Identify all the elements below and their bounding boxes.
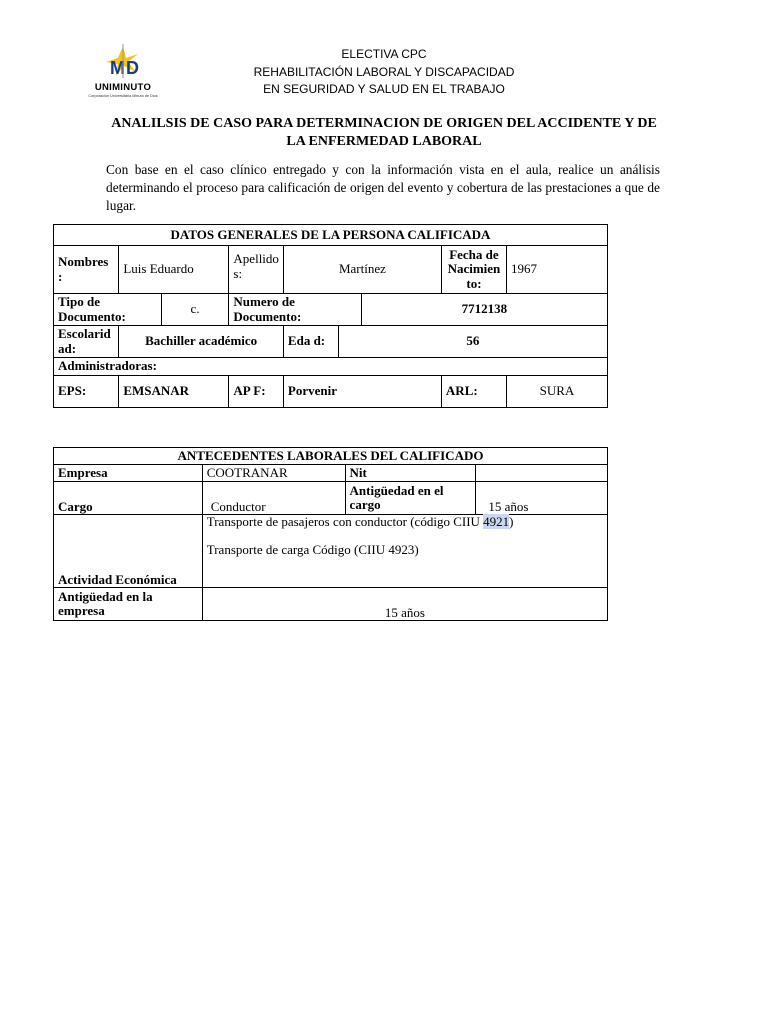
logo-tagline: Corporación Universitaria Minuto de Dios: [88, 94, 158, 98]
escolaridad-label: Escolarid ad:: [54, 326, 119, 358]
apellidos-value: Martínez: [283, 246, 441, 294]
course-header: [0, 46, 768, 99]
numero-documento-value: 7712138: [361, 294, 607, 326]
arl-value: SURA: [506, 376, 607, 408]
antiguedad-cargo-label: Antigüedad en el cargo: [345, 482, 476, 515]
fecha-value: 1967: [506, 246, 607, 294]
actividad-value: [202, 515, 607, 588]
actividad-line-1: Transporte de pasajeros con conductor (código CIIU 4921): [206, 514, 514, 529]
antiguedad-empresa-label: Antigüedad en la empresa: [54, 588, 203, 621]
numero-documento-label: Numero de Documento:: [229, 294, 361, 326]
actividad-line-2: Transporte de carga Código (CIIU 4923): [206, 541, 419, 557]
apf-value: Porvenir: [283, 376, 441, 408]
logo-brand: UNIMINUTO: [94, 82, 152, 93]
antiguedad-cargo-value: 15 años: [476, 482, 608, 515]
tipo-documento-label: Tipo de Documento:: [54, 294, 162, 326]
actividad-label: Actividad Económica: [54, 515, 203, 588]
administradoras-label: Administradoras:: [54, 358, 608, 376]
edad-value: 56: [338, 326, 607, 358]
ciiu-code-highlight: 4921: [483, 514, 510, 529]
nit-label: Nit: [345, 465, 476, 482]
apellidos-label: Apellido s:: [229, 246, 284, 294]
antecedentes-laborales-table: [53, 447, 608, 621]
arl-label: ARL:: [441, 376, 506, 408]
svg-text:D: D: [126, 58, 139, 78]
header-line-2: REHABILITACIÓN LABORAL Y DISCAPACIDAD: [253, 64, 515, 79]
cargo-label: Cargo: [54, 482, 203, 515]
empresa-label: Empresa: [54, 465, 203, 482]
nombres-value: Luis Eduardo: [119, 246, 229, 294]
nombres-label: Nombres :: [54, 246, 119, 294]
apf-label: AP F:: [229, 376, 284, 408]
title-line-1: ANALILSIS DE CASO PARA DETERMINACION DE ORIGEN DEL ACCIDENTE Y DE: [111, 116, 657, 131]
antecedentes-heading: ANTECEDENTES LABORALES DEL CALIFICADO: [54, 448, 608, 465]
fecha-label: Fecha de Nacimien to:: [441, 246, 506, 294]
cargo-value: Conductor: [202, 482, 345, 515]
empresa-value: COOTRANAR: [202, 465, 345, 482]
eps-label: EPS:: [54, 376, 119, 408]
nit-value: [476, 465, 608, 482]
tipo-documento-value: c.: [161, 294, 229, 326]
intro-paragraph: Con base en el caso clínico entregado y con la información vista en el aula, realice un análisis determinando el proceso para calificación de origen del evento y cobertura de las prestaciones a que de lugar.: [106, 162, 660, 213]
header-line-3: EN SEGURIDAD Y SALUD EN EL TRABAJO: [263, 82, 505, 96]
datos-heading: DATOS GENERALES DE LA PERSONA CALIFICADA: [54, 225, 608, 246]
document-title: [100, 115, 668, 150]
title-line-2: LA ENFERMEDAD LABORAL: [286, 133, 482, 149]
header-line-1: ELECTIVA CPC: [341, 47, 427, 61]
eps-value: EMSANAR: [119, 376, 229, 408]
escolaridad-value: Bachiller académico: [119, 326, 284, 358]
antiguedad-empresa-value: 15 años: [202, 588, 607, 621]
svg-text:M: M: [110, 58, 125, 78]
edad-label: Eda d:: [283, 326, 338, 358]
datos-generales-table: [53, 224, 608, 408]
